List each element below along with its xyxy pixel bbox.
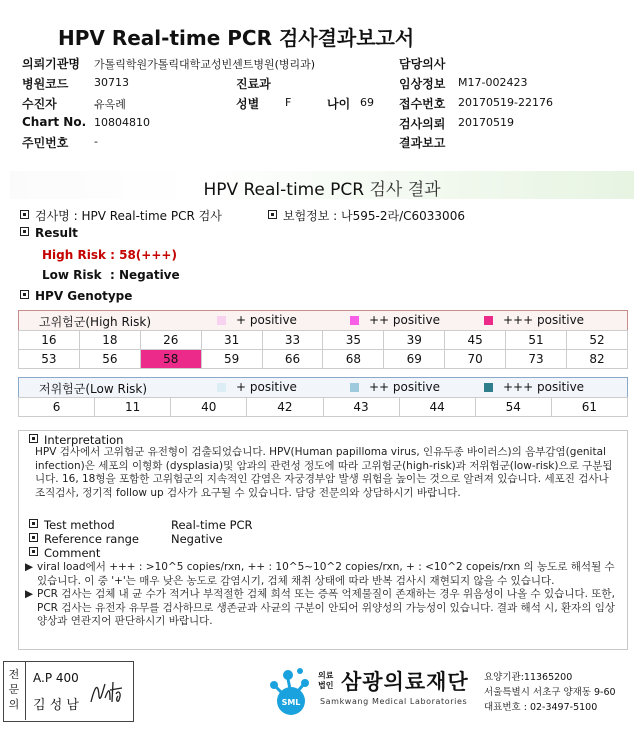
legend-swatch-plus1	[217, 316, 226, 325]
genotype-cell-51: 51	[506, 331, 567, 350]
bullet-square-icon	[20, 290, 29, 299]
legend-plus2-label: ++ positive	[369, 380, 440, 394]
interpretation-heading	[29, 433, 123, 447]
genotype-cell-59: 59	[201, 350, 262, 369]
request-date-label: 검사의뢰	[399, 117, 446, 131]
department-label: 진료과	[236, 77, 271, 91]
genotype-cell-33: 33	[262, 331, 323, 350]
reference-range-label	[29, 532, 139, 546]
genotype-cell-39: 39	[384, 331, 445, 350]
reference-range-value: Negative	[171, 532, 223, 546]
genotype-cell-6: 6	[19, 398, 95, 417]
specialist-name: 김 성 남	[33, 698, 79, 713]
receipt-no-label: 접수번호	[399, 97, 446, 111]
bullet-square-icon	[20, 210, 29, 219]
hospital-code-label: 병원코드	[22, 77, 69, 91]
legend-swatch-plus2	[350, 316, 359, 325]
test-name-line	[20, 207, 222, 224]
test-method-label-text: Test method	[44, 518, 115, 532]
low-legend-plus1	[217, 380, 297, 394]
legend-plus3-label: +++ positive	[503, 313, 585, 327]
low-risk-row	[19, 398, 628, 417]
org-phone: 대표번호 : 02-3497-5100	[484, 702, 598, 713]
bullet-square-icon	[29, 533, 38, 542]
specialist-code: A.P 400	[33, 671, 79, 685]
genotype-cell-35: 35	[323, 331, 384, 350]
test-method-value: Real-time PCR	[171, 518, 253, 532]
section-title	[10, 175, 634, 200]
org-prefix-line1: 의료	[318, 671, 334, 680]
age-value: 69	[360, 96, 374, 109]
sex-value: F	[285, 96, 292, 109]
patient-label: 수진자	[22, 97, 57, 111]
high-risk-row	[19, 331, 628, 350]
genotype-cell-18: 18	[79, 331, 140, 350]
low-risk-table	[18, 397, 628, 417]
low-risk-result: Low Risk : Negative	[42, 268, 180, 282]
test-name: 검사명 : HPV Real-time PCR 검사	[35, 209, 222, 223]
genotype-cell-31: 31	[201, 331, 262, 350]
high-risk-title: 고위험군(High Risk)	[39, 315, 151, 329]
age-label: 나이	[327, 97, 351, 111]
genotype-cell-44: 44	[399, 398, 475, 417]
genotype-cell-70: 70	[445, 350, 506, 369]
genotype-cell-40: 40	[171, 398, 247, 417]
specialist-side-label	[3, 661, 26, 720]
result-heading-text: Result	[35, 226, 78, 240]
institution-code: 요양기관:11365200	[484, 672, 573, 683]
legend-plus2	[350, 313, 440, 327]
genotype-cell-52: 52	[567, 331, 628, 350]
resident-no-value: -	[94, 135, 98, 148]
high-risk-header	[18, 310, 628, 331]
reference-range-label-text: Reference range	[44, 532, 140, 546]
report-date-label: 결과보고	[399, 136, 446, 150]
comment-1: viral load에서 +++ : >10^5 copies/rxn, ++ : 10^5~10^2 copies/rxn, + : <10^2 copeis/rxn 의 농도로 해석될 수 있습니다. 이 중 '+'는 매우 낮은 농도로 감염시기, 검체 채취 상태에 따라 반복 검사시 재현되지 않을 수 있습니다.	[37, 561, 615, 587]
test-method-label	[29, 518, 115, 532]
low-legend-plus2	[350, 380, 440, 394]
sml-logo-icon	[264, 663, 316, 719]
receipt-no-value: 20170519-22176	[458, 96, 553, 109]
genotype-heading-text: HPV Genotype	[35, 289, 133, 303]
comment-2: PCR 검사는 검체 내 균 수가 적거나 부적절한 검체 희석 또는 증폭 억제물질이 존재하는 경우 위음성이 나올 수 있습니다. 또한, PCR 검사는 유전자 유무를 검사하므로 생존균과 사균의 구분이 안되어 위양성의 가능성이 있습니다. 결과 해석 시, 환자의 임상 양상과 연관지어 판단하시기 바랍니다.	[37, 588, 616, 627]
org-name: 삼광의료재단	[341, 670, 469, 694]
high-risk-row	[19, 350, 628, 369]
bullet-square-icon	[29, 434, 38, 443]
section-title-main: HPV Real-time PCR	[203, 180, 365, 200]
org-prefix-line2: 법인	[318, 681, 334, 690]
org-address: 서울특별시 서초구 양재동 9-60	[484, 687, 616, 698]
genotype-cell-58: 58	[140, 350, 201, 369]
document-title: HPV Real-time PCR 검사결과보고서	[58, 26, 415, 50]
high-risk-table	[18, 330, 628, 369]
genotype-cell-42: 42	[247, 398, 323, 417]
chart-no-value: 10804810	[94, 116, 150, 129]
org-prefix	[318, 671, 333, 691]
svg-text:SML: SML	[281, 698, 301, 707]
institution-label: 의뢰기관명	[22, 57, 80, 71]
legend-plus3	[484, 313, 584, 327]
genotype-cell-69: 69	[384, 350, 445, 369]
bullet-square-icon	[268, 210, 277, 219]
low-risk-header	[18, 377, 628, 398]
section-banner	[10, 171, 634, 199]
section-title-suffix: 검사 결과	[364, 180, 441, 200]
genotype-cell-54: 54	[475, 398, 551, 417]
arrow-bullet-icon: ▶	[25, 588, 34, 600]
signature-image	[88, 676, 126, 708]
genotype-cell-73: 73	[506, 350, 567, 369]
sex-label: 성별	[236, 97, 260, 111]
interpretation-box	[18, 430, 628, 650]
legend-plus2-label: ++ positive	[369, 313, 440, 327]
legend-swatch-plus2	[350, 383, 359, 392]
chart-no-label: Chart No.	[22, 115, 87, 129]
comment-heading-text: Comment	[44, 546, 101, 560]
insurance-info: 보험정보 : 나595-2라/C6033006	[283, 209, 465, 223]
bullet-square-icon	[29, 519, 38, 528]
specialist-label: 전문의	[8, 668, 20, 711]
clinical-info-value: M17-002423	[458, 76, 528, 89]
hospital-code-value: 30713	[94, 76, 129, 89]
interpretation-heading-text: Interpretation	[44, 433, 124, 447]
legend-swatch-plus3	[484, 316, 493, 325]
genotype-heading	[20, 289, 132, 303]
legend-plus1	[217, 313, 297, 327]
result-heading	[20, 226, 78, 240]
comment-heading	[29, 546, 100, 560]
genotype-cell-66: 66	[262, 350, 323, 369]
doctor-label: 담당의사	[399, 57, 446, 71]
genotype-cell-53: 53	[19, 350, 80, 369]
clinical-info-label: 임상정보	[399, 77, 446, 91]
genotype-cell-82: 82	[567, 350, 628, 369]
arrow-bullet-icon: ▶	[25, 561, 34, 573]
genotype-cell-11: 11	[95, 398, 171, 417]
bullet-square-icon	[29, 547, 38, 556]
legend-swatch-plus3	[484, 383, 493, 392]
low-legend-plus3	[484, 380, 584, 394]
bullet-square-icon	[20, 227, 29, 236]
genotype-cell-16: 16	[19, 331, 80, 350]
legend-swatch-plus1	[217, 383, 226, 392]
genotype-cell-26: 26	[140, 331, 201, 350]
resident-no-label: 주민번호	[22, 136, 69, 150]
institution-value: 가톨릭학원가톨릭대학교성빈센트병원(병리과)	[94, 58, 316, 71]
legend-plus3-label: +++ positive	[503, 380, 585, 394]
insurance-line	[268, 207, 465, 224]
high-risk-result: High Risk : 58(+++)	[42, 248, 177, 262]
genotype-cell-61: 61	[551, 398, 627, 417]
low-risk-title: 저위험군(Low Risk)	[39, 382, 148, 396]
genotype-cell-68: 68	[323, 350, 384, 369]
genotype-cell-56: 56	[79, 350, 140, 369]
genotype-cell-45: 45	[445, 331, 506, 350]
genotype-cell-43: 43	[323, 398, 399, 417]
org-english-name: Samkwang Medical Laboratories	[320, 697, 468, 706]
request-date-value: 20170519	[458, 116, 514, 129]
legend-plus1-label: + positive	[236, 313, 297, 327]
interpretation-text: HPV 검사에서 고위험군 유전형이 검출되었습니다. HPV(Human papilloma virus, 인유두종 바이러스)의 음부감염(genital infection)은 세포의 이형화 (dysplasia)및 암과의 관련성 정도에 따라 고위험군(high-risk)과 저위험군(low-risk)으로 구분됩니다. 16, 18형을 포함한 고위험군의 지속적인 감염은 자궁경부암 발생 위험을 높이는 것으로 알려져 있습니다. 세포진 검사나 조직검사, 정기적 follow up 검사가 요구될 수 있습니다. 담당 전문의와 상담하시기 바랍니다.	[35, 446, 613, 499]
legend-plus1-label: + positive	[236, 380, 297, 394]
patient-value: 유옥례	[94, 98, 126, 111]
